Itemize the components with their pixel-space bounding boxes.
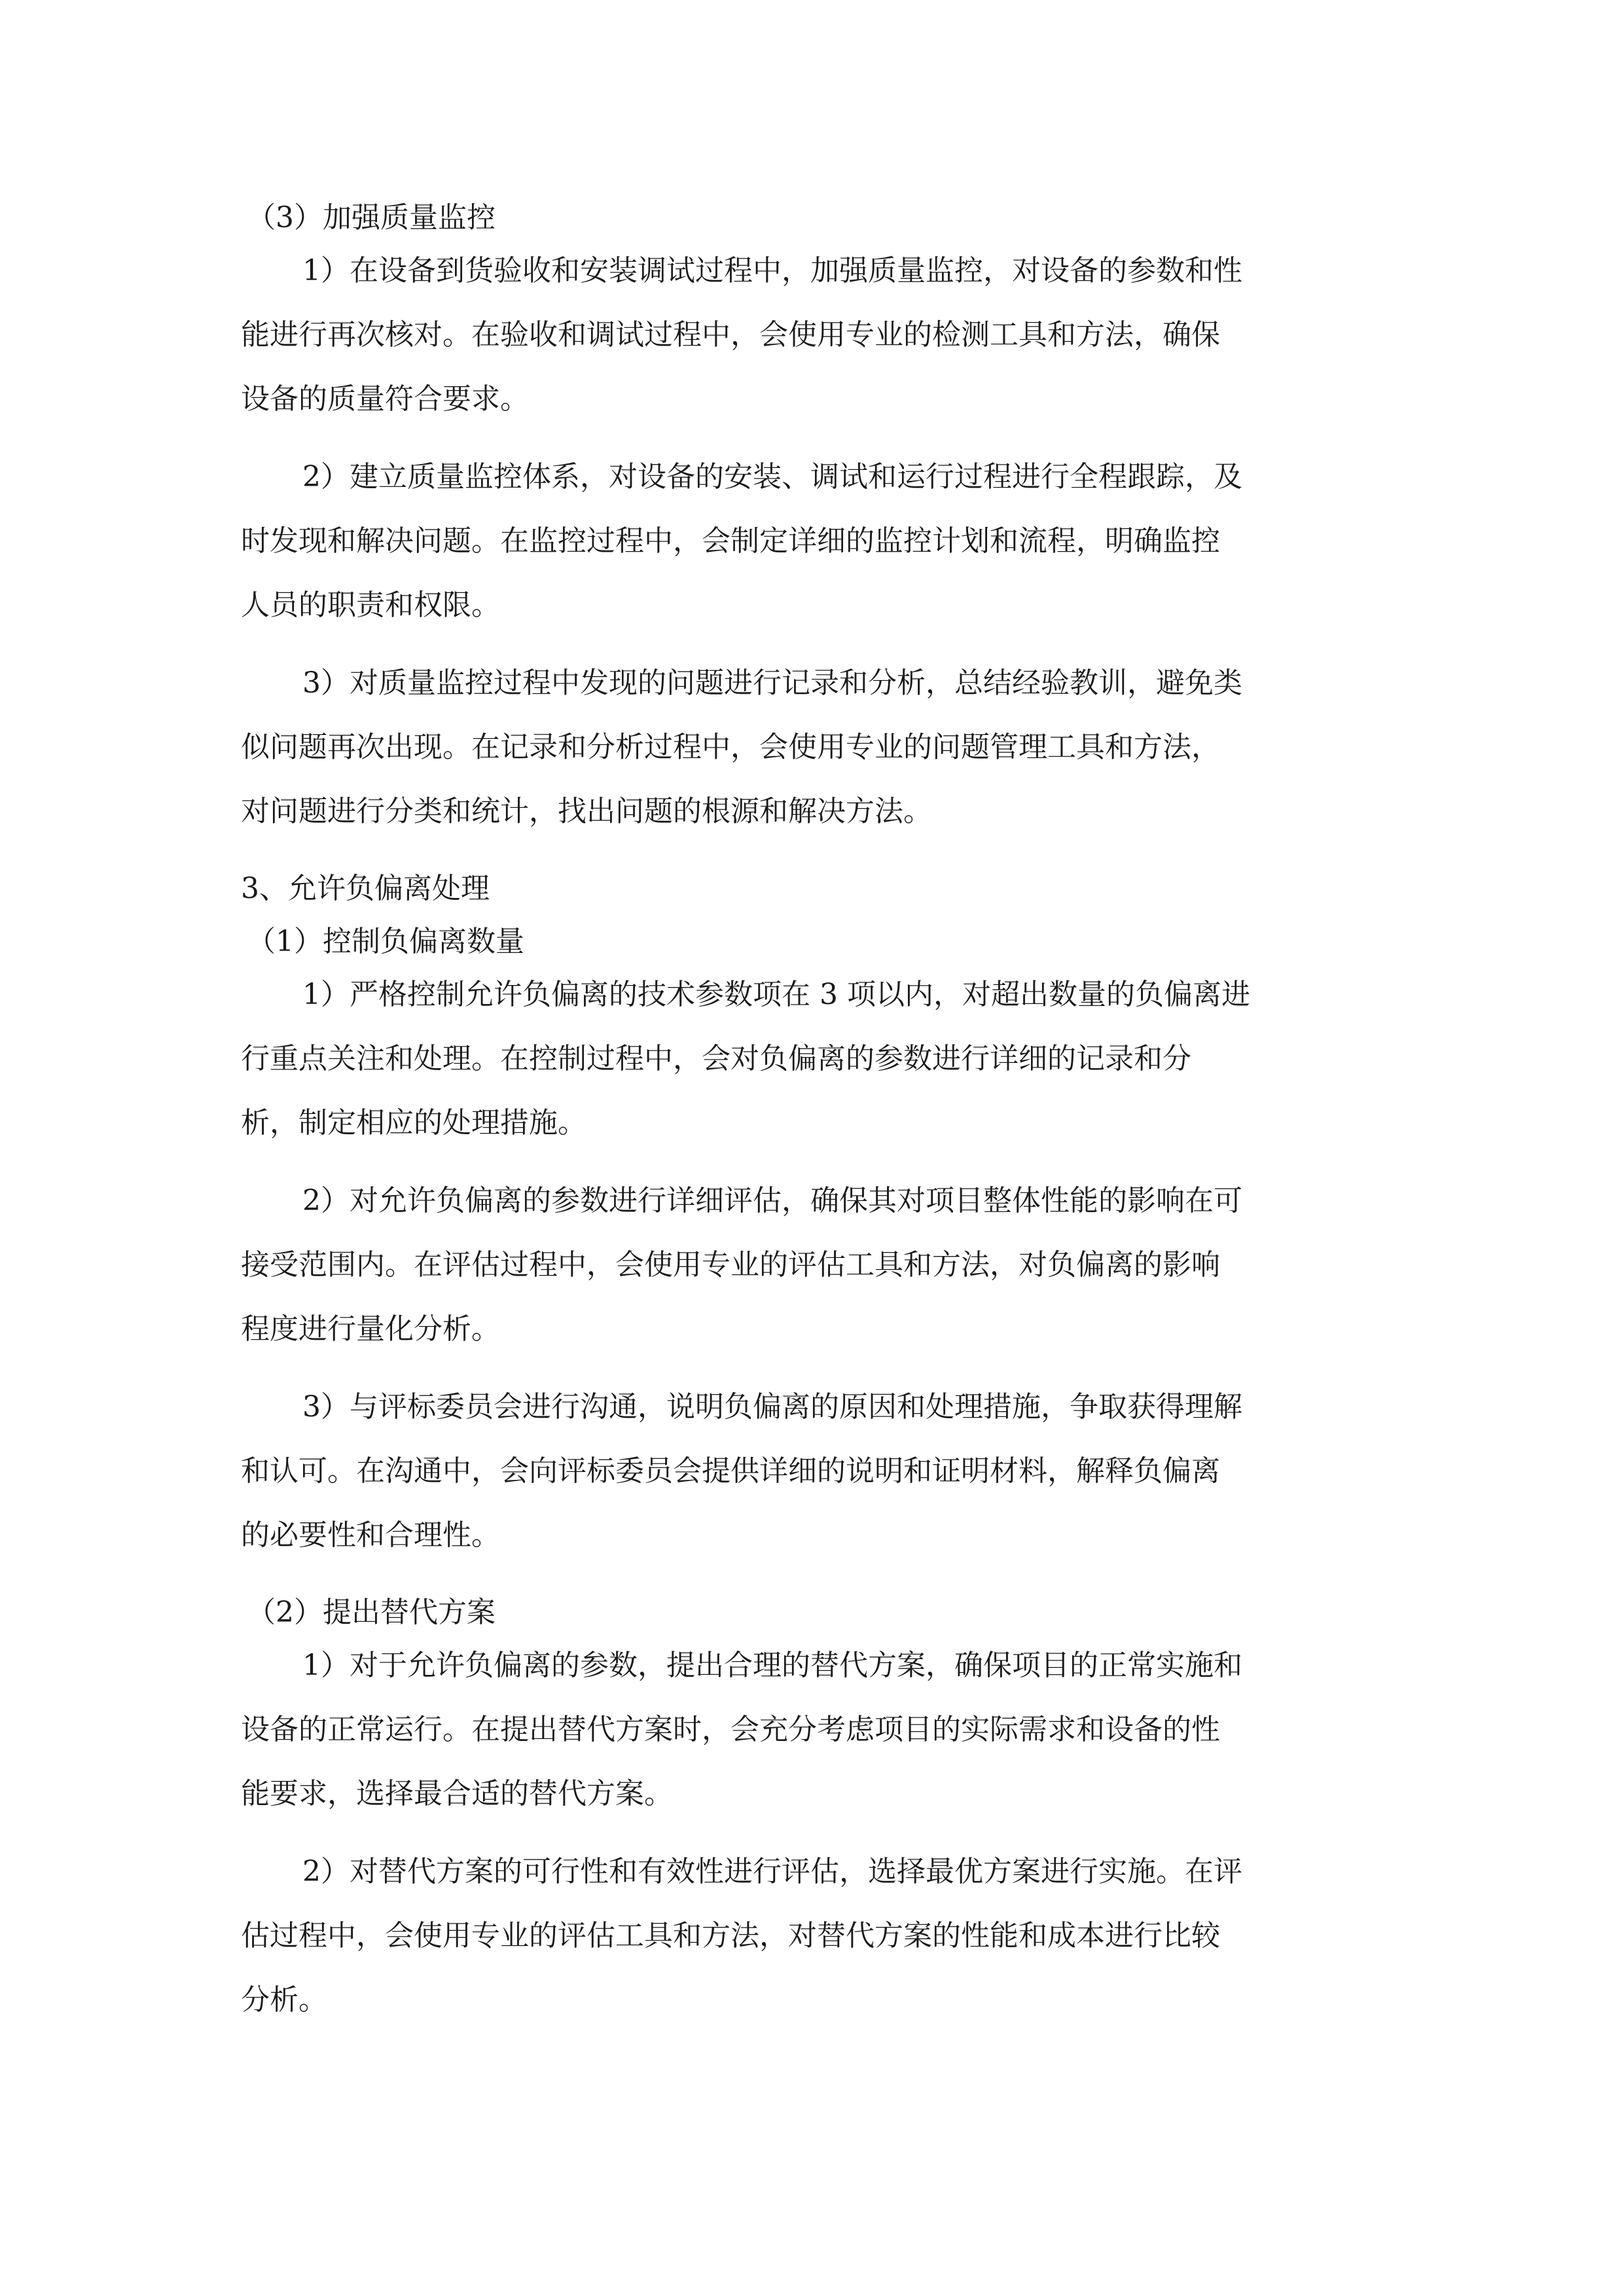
paragraph-line: 的必要性和合理性。 (241, 1518, 500, 1552)
section-heading: （1）控制负偏离数量 (247, 925, 524, 958)
paragraph-line: 程度进行量化分析。 (241, 1312, 500, 1346)
paragraph-line: 2）建立质量监控体系，对设备的安装、调试和运行过程进行全程跟踪，及 (302, 460, 1242, 493)
paragraph-line: 能进行再次核对。在验收和调试过程中，会使用专业的检测工具和方法，确保 (241, 318, 1220, 351)
section-heading: （3）加强质量监控 (247, 201, 496, 234)
paragraph-line: 能要求，选择最合适的替代方案。 (241, 1777, 673, 1810)
section-heading: （2）提出替代方案 (247, 1596, 496, 1629)
paragraph-line: 1）对于允许负偏离的参数，提出合理的替代方案，确保项目的正常实施和 (302, 1649, 1242, 1682)
paragraph-line: 分析。 (241, 1983, 327, 2017)
paragraph-line: 2）对允许负偏离的参数进行详细评估，确保其对项目整体性能的影响在可 (302, 1184, 1242, 1217)
paragraph-line: 2）对替代方案的可行性和有效性进行评估，选择最优方案进行实施。在评 (302, 1855, 1242, 1888)
paragraph-line: 时发现和解决问题。在监控过程中，会制定详细的监控计划和流程，明确监控 (241, 524, 1220, 558)
paragraph-line: 人员的职责和权限。 (241, 588, 500, 622)
paragraph-line: 对问题进行分类和统计，找出问题的根源和解决方法。 (241, 795, 932, 828)
paragraph-line: 估过程中，会使用专业的评估工具和方法，对替代方案的性能和成本进行比较 (241, 1919, 1220, 1952)
paragraph-line: 1）在设备到货验收和安装调试过程中，加强质量监控，对设备的参数和性 (302, 254, 1242, 287)
paragraph-line: 设备的正常运行。在提出替代方案时，会充分考虑项目的实际需求和设备的性 (241, 1713, 1220, 1746)
paragraph-line: 析，制定相应的处理措施。 (241, 1106, 586, 1139)
paragraph-line: 1）严格控制允许负偏离的技术参数项在 3 项以内，对超出数量的负偏离进 (302, 978, 1250, 1011)
paragraph-line: 接受范围内。在评估过程中，会使用专业的评估工具和方法，对负偏离的影响 (241, 1248, 1220, 1282)
paragraph-line: 设备的质量符合要求。 (241, 382, 529, 416)
paragraph-line: 和认可。在沟通中，会向评标委员会提供详细的说明和证明材料，解释负偏离 (241, 1454, 1220, 1488)
major-heading: 3、允许负偏离处理 (241, 872, 490, 905)
paragraph-line: 似问题再次出现。在记录和分析过程中，会使用专业的问题管理工具和方法， (241, 730, 1220, 764)
paragraph-line: 3）与评标委员会进行沟通，说明负偏离的原因和处理措施，争取获得理解 (302, 1390, 1242, 1424)
paragraph-line: 行重点关注和处理。在控制过程中，会对负偏离的参数进行详细的记录和分 (241, 1042, 1191, 1075)
paragraph-line: 3）对质量监控过程中发现的问题进行记录和分析，总结经验教训，避免类 (302, 666, 1242, 700)
